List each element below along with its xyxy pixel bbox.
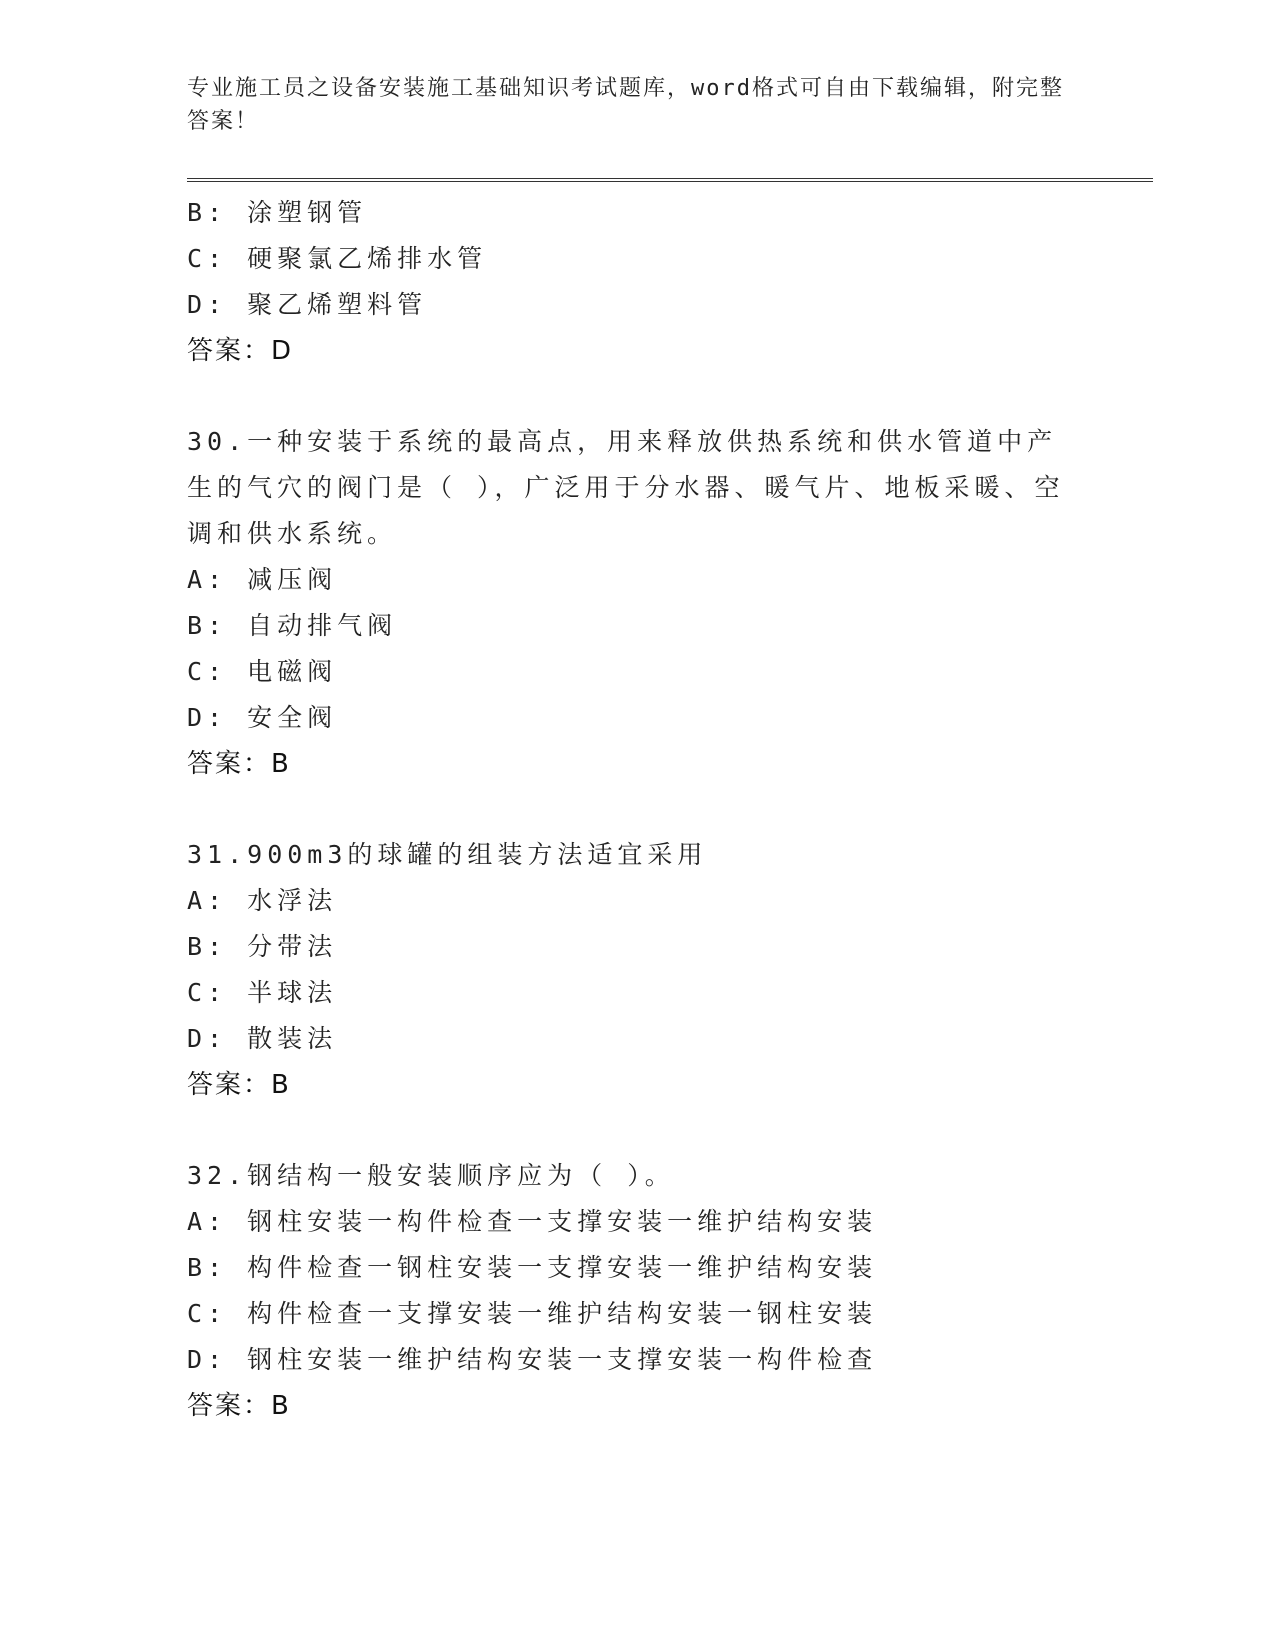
option-c: C: 构件检查一支撑安装一维护结构安装一钢柱安装 <box>187 1299 878 1328</box>
spacer <box>187 1108 1087 1153</box>
option-a: A: 水浮法 <box>187 886 338 915</box>
spacer <box>187 787 1087 832</box>
option-d: D: 钢柱安装一维护结构安装一支撑安装一构件检查 <box>187 1345 878 1374</box>
question-29-continued <box>187 190 1087 374</box>
option-b: B: 涂塑钢管 <box>187 198 368 227</box>
spacer <box>187 374 1087 419</box>
option-c: C: 硬聚氯乙烯排水管 <box>187 244 488 273</box>
answer: 答案：B <box>187 749 291 779</box>
option-a: A: 钢柱安装一构件检查一支撑安装一维护结构安装 <box>187 1207 878 1236</box>
option-c: C: 电磁阀 <box>187 657 338 686</box>
question-32 <box>187 1153 1087 1429</box>
option-a: A: 减压阀 <box>187 565 338 594</box>
question-stem: 31.900m3的球罐的组装方法适宜采用 <box>187 840 708 869</box>
page-header: 专业施工员之设备安装施工基础知识考试题库，word格式可自由下载编辑，附完整答案！ <box>187 76 1064 134</box>
option-b: B: 分带法 <box>187 932 338 961</box>
option-c: C: 半球法 <box>187 978 338 1007</box>
option-b: B: 自动排气阀 <box>187 611 398 640</box>
option-b: B: 构件检查一钢柱安装一支撑安装一维护结构安装 <box>187 1253 878 1282</box>
question-stem: 30.一种安装于系统的最高点，用来释放供热系统和供水管道中产生的气穴的阀门是（ ），广泛用于分水器、暖气片、地板采暖、空调和供水系统。 <box>187 427 1065 548</box>
answer: 答案：B <box>187 1070 291 1100</box>
header-double-rule <box>187 178 1153 182</box>
answer: 答案：B <box>187 1391 291 1421</box>
question-stem: 32.钢结构一般安装顺序应为（ ）。 <box>187 1161 675 1190</box>
question-31 <box>187 832 1087 1108</box>
option-d: D: 散装法 <box>187 1024 338 1053</box>
option-d: D: 聚乙烯塑料管 <box>187 290 428 319</box>
question-30 <box>187 419 1087 787</box>
answer: 答案：D <box>187 336 294 366</box>
question-list <box>187 190 1087 1429</box>
option-d: D: 安全阀 <box>187 703 338 732</box>
